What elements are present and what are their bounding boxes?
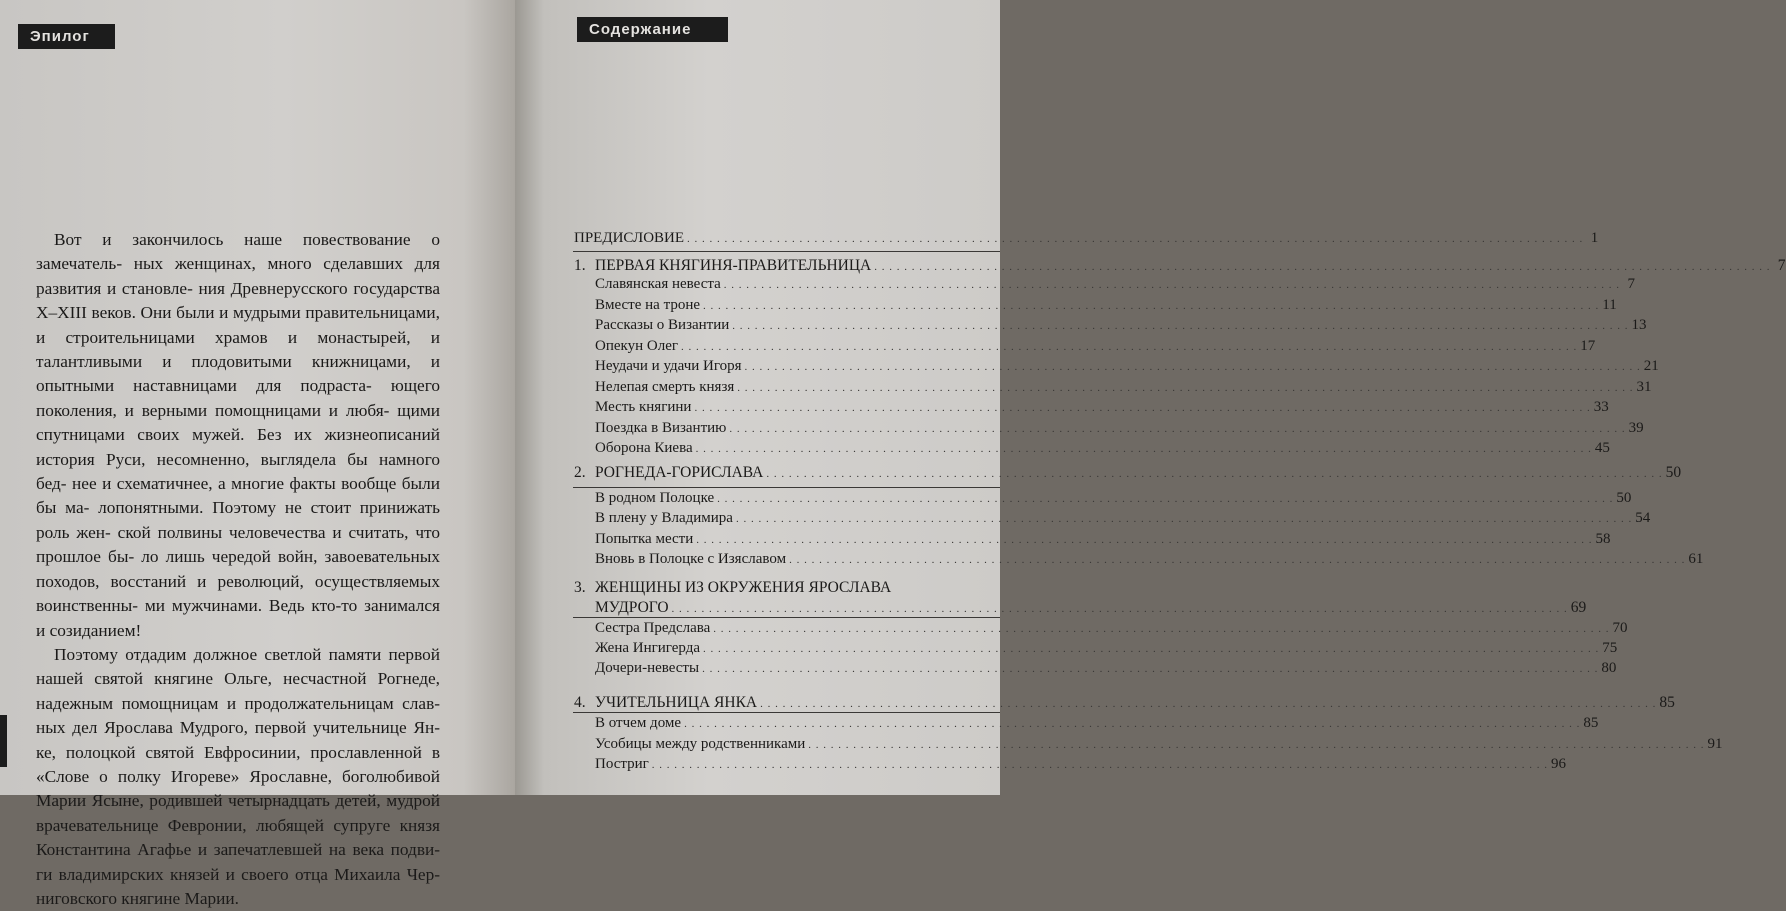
dot-leader: . . . . . . . . . . . . . . . . . . . . . . . . . . . . . . . . . . . . . . . . . . . . . . . . . . . . . . . . . . . . . . . . . . . . . . . . . . . . . . . . . . . . . . . . . . . . . . . . . . . . . . . . . . . . . . . . . . . . . . . .: [729, 423, 1626, 435]
text-line: ке, полоцкой святой Евфросинии, прославленной: [36, 742, 422, 762]
toc-entry[interactable]: [595, 274, 1635, 294]
dot-leader: . . . . . . . . . . . . . . . . . . . . . . . . . . . . . . . . . . . . . . . . . . . . . . . . . . . . . . . . . . . . . . . . . . . . . . . . . . . . . . . . . . . . . . . . . . . . . . . . . . . . . . . . . . . . . . . . . . . . . . . .: [694, 402, 1591, 414]
toc-chapter-2[interactable]: [574, 463, 1682, 483]
dot-leader: . . . . . . . . . . . . . . . . . . . . . . . . . . . . . . . . . . . . . . . . . . . . . . . . . . . . . . . . . . . . . . . . . . . . . . . . . . . . . . . . . . . . . . . . . . . . . . . . . . . . . . . . . . . . . . . . . . . . . . . .: [696, 534, 1593, 546]
toc-label: Постриг: [595, 756, 649, 772]
toc-chapter-4[interactable]: [574, 693, 1675, 713]
text-line: ской полвины человечества и считать, что прошлое бы-: [36, 522, 440, 567]
dot-leader: . . . . . . . . . . . . . . . . . . . . . . . . . . . . . . . . . . . . . . . . . . . . . . . . . . . . . . . . . . . . . . . . . . . . . . . . . . . . . . . . . . . . . . . . . . . . . . . . . . . . . . . . . . . . . . . . . . . . . . . .: [744, 361, 1641, 373]
toc-page-number: 80: [1601, 660, 1617, 676]
divider: [573, 251, 1000, 252]
toc-label: Попытка мести: [595, 531, 694, 547]
toc-page-number: 13: [1631, 317, 1647, 333]
dot-leader: . . . . . . . . . . . . . . . . . . . . . . . . . . . . . . . . . . . . . . . . . . . . . . . . . . . . . . . . . . . . . . . . . . . . . . . . . . . . . . . . . . . . . . . . . . . . . . . . . . . . . . . . . . . . . . . . . . . . . . . .: [737, 382, 1634, 394]
toc-page-number: 50: [1665, 464, 1682, 481]
toc-entry[interactable]: [595, 336, 1596, 356]
dot-leader: . . . . . . . . . . . . . . . . . . . . . . . . . . . . . . . . . . . . . . . . . . . . . . . . . . . . . . . . . . . . . . . . . . . . . . . . . . . . . . . . . . . . . . . . . . . . . . . . . . . . . . . . . . . . . . . . . . . . . . . .: [651, 759, 1549, 771]
text-line: Поэтому отдадим должное светлой памяти первой: [54, 644, 440, 664]
toc-label: Жена Ингигерда: [595, 640, 701, 656]
text-line: лопонятными. Поэтому не стоит принижать роль жен-: [36, 498, 441, 542]
toc-entry[interactable]: [595, 638, 1618, 658]
toc-page-number: 61: [1688, 551, 1704, 567]
toc-label: Сестра Предслава: [595, 620, 711, 636]
toc-page-number: 58: [1595, 531, 1611, 547]
dot-leader: . . . . . . . . . . . . . . . . . . . . . . . . . . . . . . . . . . . . . . . . . . . . . . . . . . . . . . . . . . . . . . . . . . . . . . . . . . . . . . . . . . . . . . . . . . . . . . . . . . . . . . . . . . . . . . . . . . . . . . . .: [703, 643, 1600, 655]
text-line: ющего поколения, и верными помощницами и любя-: [36, 376, 440, 420]
toc-label: Оборона Киева: [595, 440, 693, 456]
margin-mark: [0, 715, 7, 767]
toc-label: В отчем доме: [595, 715, 682, 731]
text-line: храмов и монастырей, и талантливыми и плодовитыми: [36, 327, 440, 372]
right-page: [515, 0, 1786, 795]
toc-label: Месть княгини: [595, 399, 692, 415]
chapter-number: 4.: [574, 694, 586, 711]
text-line: Вот и закончилось наше повествование о замечатель-: [36, 230, 440, 274]
dot-leader: . . . . . . . . . . . . . . . . . . . . . . . . . . . . . . . . . . . . . . . . . . . . . . . . . . . . . . . . . . . . . . . . . . . . . . . . . . . . . . . . . . . . . . . . . . . . . . . . . . . . . . . . . . . . . . . . . . . . . . . .: [735, 513, 1633, 525]
text-line: Константина Агафье и запечатлевшей на века подви-: [36, 840, 440, 860]
toc-page-number: 54: [1635, 510, 1651, 526]
toc-entry[interactable]: [595, 315, 1647, 335]
toc-entry-preface[interactable]: [574, 228, 1599, 248]
text-line: ных дел Ярослава Мудрого, первой учительнице Ян-: [36, 718, 440, 738]
chapter-number: 3.: [574, 579, 586, 596]
toc-chapter-3-line-1[interactable]: [574, 578, 995, 598]
chapter-number: 1.: [574, 257, 586, 274]
text-line: ги владимирских князей и своего отца Михаила Чер-: [36, 864, 440, 884]
toc-label: ПРЕДИСЛОВИЕ: [574, 230, 685, 246]
toc-label: Нелепая смерть князя: [595, 379, 735, 395]
text-line: врачевательнице Февронии, любящей супруге князя: [36, 815, 440, 835]
toc-entry[interactable]: [595, 658, 1617, 678]
toc-page-number: 17: [1580, 338, 1596, 354]
toc-label: Рассказы о Византии: [595, 317, 730, 333]
dot-leader: . . . . . . . . . . . . . . . . . . . . . . . . . . . . . . . . . . . . . . . . . . . . . . . . . . . . . . . . . . . . . . . . . . . . . . . . . . . . . . . . . . . . . . . . . . . . . . . . . . . . . . . . . . . . . . . . . . . . . . . .: [681, 341, 1578, 353]
toc-page-number: 7: [1627, 276, 1635, 292]
toc-entry[interactable]: [595, 418, 1644, 438]
dot-leader: . . . . . . . . . . . . . . . . . . . . . . . . . . . . . . . . . . . . . . . . . . . . . . . . . . . . . . . . . . . . . . . . . . . . . . . . . . . . . . . . . . . . . . . . . . . . . . . . . . . . . . . . . . . . . . . . . . . . . . . .: [723, 279, 1620, 291]
text-line: Марии Ясыне, родившей четырнадцать детей, мудрой: [36, 791, 440, 811]
toc-page-number: 1: [1590, 230, 1599, 246]
chapter-title: ПЕРВАЯ КНЯГИНЯ-ПРАВИТЕЛЬНИЦА: [595, 257, 872, 274]
section-header-epilog: Эпилог: [18, 24, 115, 49]
toc-page-number: 96: [1551, 756, 1567, 772]
toc-page-number: 85: [1583, 715, 1599, 731]
toc-label: Неудачи и удачи Игоря: [595, 358, 742, 374]
toc-page-number: 75: [1602, 640, 1618, 656]
toc-page-number: 91: [1707, 736, 1723, 752]
toc-entry[interactable]: [595, 713, 1599, 733]
toc-entry[interactable]: [595, 618, 1628, 638]
toc-page-number: 50: [1616, 490, 1632, 506]
text-line: ми мужчинами. Ведь кто-то занимался и созиданием!: [36, 596, 440, 640]
dot-leader: . . . . . . . . . . . . . . . . . . . . . . . . . . . . . . . . . . . . . . . . . . . . . . . . . . . . . . . . . . . . . . . . . . . . . . . . . . . . . . . . . . . . . . . . . . . . . . . . . . . . . . . . . . . . . . . . . . . . . . . .: [687, 233, 1584, 245]
toc-chapter-1[interactable]: [574, 256, 1786, 276]
chapter-title: УЧИТЕЛЬНИЦА ЯНКА: [595, 694, 758, 711]
toc-entry[interactable]: [595, 549, 1704, 569]
dot-leader: . . . . . . . . . . . . . . . . . . . . . . . . . . . . . . . . . . . . . . . . . . . . . . . . . . . . . . . . . . . . . . . . . . . . . . . . . . . . . . . . . . . . . . . . . . . . . . . . . . . . . . . . . . . . . . . . . . . . . . . .: [702, 663, 1599, 675]
toc-page-number: 45: [1594, 440, 1610, 456]
paragraph-2: [36, 643, 440, 911]
toc-page-number: 39: [1628, 420, 1644, 436]
dot-leader: . . . . . . . . . . . . . . . . . . . . . . . . . . . . . . . . . . . . . . . . . . . . . . . . . . . . . . . . . . . . . . . . . . . . . . . . . . . . . . . . . . . . . . . . . . . . . . . . . . . . . . . . . . . . . . . . . . . . . . . .: [766, 468, 1663, 480]
toc-page-number: 85: [1659, 694, 1675, 711]
dot-leader: . . . . . . . . . . . . . . . . . . . . . . . . . . . . . . . . . . . . . . . . . . . . . . . . . . . . . . . . . . . . . . . . . . . . . . . . . . . . . . . . . . . . . . . . . . . . . . . . . . . . . . . . . . . . . . . . . . . . . . . .: [760, 698, 1657, 710]
toc-entry[interactable]: [595, 397, 1609, 417]
chapter-title: РОГНЕДА-ГОРИСЛАВА: [595, 464, 764, 481]
toc-entry[interactable]: [595, 488, 1632, 508]
chapter-title: ЖЕНЩИНЫ ИЗ ОКРУЖЕНИЯ ЯРОСЛАВА: [595, 579, 892, 596]
text-line: история Руси, несомненно, выглядела бы намного бед-: [36, 449, 440, 494]
dot-leader: . . . . . . . . . . . . . . . . . . . . . . . . . . . . . . . . . . . . . . . . . . . . . . . . . . . . . . . . . . . . . . . . . . . . . . . . . . . . . . . . . . . . . . . . . . . . . . . . . . . . . . . . . . . . . . . . . . . . . . . .: [874, 261, 1771, 273]
text-line: нее и схематичнее, а многие факты вообще были бы ма-: [36, 474, 440, 518]
toc-page-number: 7: [1777, 257, 1786, 274]
text-line: книжницами, и опытными наставницами для подраста-: [36, 352, 441, 396]
toc-page-number: 69: [1570, 599, 1587, 616]
text-line: щими спутницами своих мужей. Без их жизнеописаний: [36, 400, 441, 445]
toc-entry[interactable]: [595, 734, 1723, 754]
toc-page-number: 33: [1593, 399, 1609, 415]
toc-label: В плену у Владимира: [595, 510, 733, 526]
toc-entry[interactable]: [595, 508, 1651, 528]
dot-leader: . . . . . . . . . . . . . . . . . . . . . . . . . . . . . . . . . . . . . . . . . . . . . . . . . . . . . . . . . . . . . . . . . . . . . . . . . . . . . . . . . . . . . . . . . . . . . . . . . . . . . . . . . . . . . . . . . . . . . . . .: [671, 603, 1568, 615]
toc-page-number: 31: [1636, 379, 1652, 395]
dot-leader: . . . . . . . . . . . . . . . . . . . . . . . . . . . . . . . . . . . . . . . . . . . . . . . . . . . . . . . . . . . . . . . . . . . . . . . . . . . . . . . . . . . . . . . . . . . . . . . . . . . . . . . . . . . . . . . . . . . . . . . .: [732, 320, 1629, 332]
left-page: [0, 0, 515, 908]
text-line: восстаний и революций, осуществляемых воинственны-: [36, 571, 440, 616]
toc-label: В родном Полоцке: [595, 490, 715, 506]
chapter-title-continued: МУДРОГО: [595, 599, 669, 616]
dot-leader: . . . . . . . . . . . . . . . . . . . . . . . . . . . . . . . . . . . . . . . . . . . . . . . . . . . . . . . . . . . . . . . . . . . . . . . . . . . . . . . . . . . . . . . . . . . . . . . . . . . . . . . . . . . . . . . . . . . . . . . .: [684, 718, 1581, 730]
text-line: в «Слове о полку Игореве» Ярославне, боголюбивой: [36, 742, 440, 786]
toc-label: Поездка в Византию: [595, 420, 727, 436]
text-line: надежным помощницам и продолжательницам слав-: [36, 693, 440, 713]
toc-label: Дочери-невесты: [595, 660, 700, 676]
dot-leader: . . . . . . . . . . . . . . . . . . . . . . . . . . . . . . . . . . . . . . . . . . . . . . . . . . . . . . . . . . . . . . . . . . . . . . . . . . . . . . . . . . . . . . . . . . . . . . . . . . . . . . . . . . . . . . . . . . . . . . . .: [808, 739, 1705, 751]
text-line: ниговского княгине Марии.: [36, 888, 239, 908]
toc-label: Вместе на троне: [595, 297, 701, 313]
toc-chapter-3-line-2[interactable]: [595, 598, 1587, 618]
dot-leader: . . . . . . . . . . . . . . . . . . . . . . . . . . . . . . . . . . . . . . . . . . . . . . . . . . . . . . . . . . . . . . . . . . . . . . . . . . . . . . . . . . . . . . . . . . . . . . . . . . . . . . . . . . . . . . . . . . . . . . . .: [695, 443, 1592, 455]
toc-entry[interactable]: [595, 754, 1567, 774]
toc-entry[interactable]: [595, 438, 1610, 458]
section-header-contents: Содержание: [577, 17, 728, 42]
toc-entry[interactable]: [595, 356, 1659, 376]
paragraph-1: [36, 228, 440, 643]
toc-page-number: 21: [1643, 358, 1659, 374]
chapter-number: 2.: [574, 464, 586, 481]
text-line: были и мудрыми правительницами, и строительницами: [36, 303, 440, 347]
toc-entry[interactable]: [595, 295, 1617, 315]
dot-leader: . . . . . . . . . . . . . . . . . . . . . . . . . . . . . . . . . . . . . . . . . . . . . . . . . . . . . . . . . . . . . . . . . . . . . . . . . . . . . . . . . . . . . . . . . . . . . . . . . . . . . . . . . . . . . . . . . . . . . . . .: [713, 623, 1610, 635]
epilogue-text: [36, 228, 440, 911]
text-line: ния Древнерусского государства X–XIII веков. Они: [36, 278, 440, 323]
toc-entry[interactable]: [595, 377, 1652, 397]
text-line: ных женщинах, много сделавших для развития и становле-: [36, 254, 440, 298]
toc-label: Опекун Олег: [595, 338, 678, 354]
toc-page-number: 11: [1602, 297, 1617, 313]
text-line: нашей святой княгине Ольге, несчастной Рогнеде,: [36, 669, 440, 689]
dot-leader: . . . . . . . . . . . . . . . . . . . . . . . . . . . . . . . . . . . . . . . . . . . . . . . . . . . . . . . . . . . . . . . . . . . . . . . . . . . . . . . . . . . . . . . . . . . . . . . . . . . . . . . . . . . . . . . . . . . . . . . .: [789, 554, 1686, 566]
dot-leader: . . . . . . . . . . . . . . . . . . . . . . . . . . . . . . . . . . . . . . . . . . . . . . . . . . . . . . . . . . . . . . . . . . . . . . . . . . . . . . . . . . . . . . . . . . . . . . . . . . . . . . . . . . . . . . . . . . . . . . . .: [703, 300, 1600, 312]
toc-label: Усобицы между родственниками: [595, 736, 806, 752]
toc-label: Славянская невеста: [595, 276, 721, 292]
dot-leader: . . . . . . . . . . . . . . . . . . . . . . . . . . . . . . . . . . . . . . . . . . . . . . . . . . . . . . . . . . . . . . . . . . . . . . . . . . . . . . . . . . . . . . . . . . . . . . . . . . . . . . . . . . . . . . . . . . . . . . . .: [717, 493, 1614, 505]
text-line: ло лишь чередой войн, завоевательных походов,: [36, 547, 440, 591]
toc-entry[interactable]: [595, 529, 1611, 549]
toc-label: Вновь в Полоцке с Изяславом: [595, 551, 787, 567]
toc-page-number: 70: [1612, 620, 1628, 636]
